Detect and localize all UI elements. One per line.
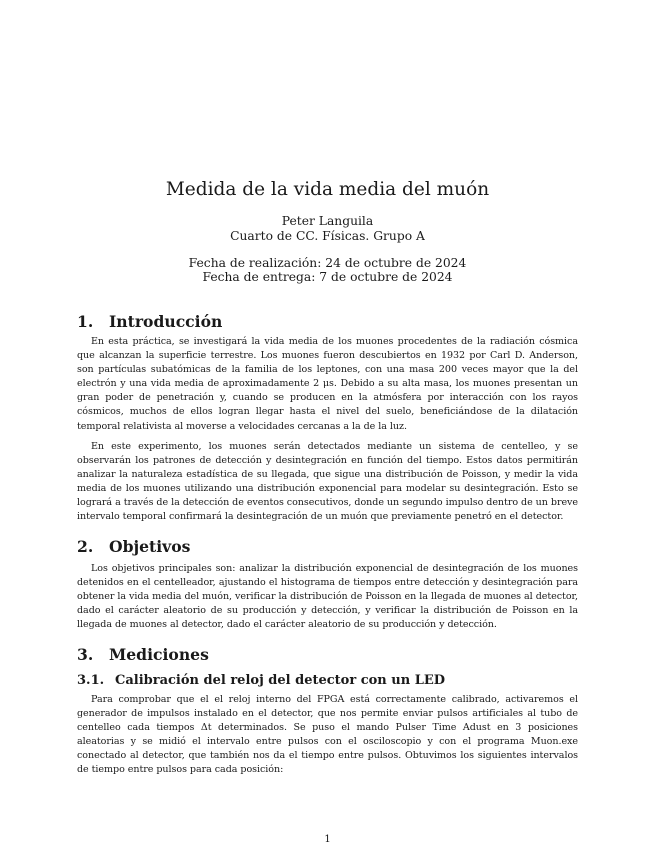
section-number: 1. bbox=[77, 312, 94, 331]
section-heading-objetivos bbox=[77, 537, 190, 556]
delivery-date: Fecha de entrega: 7 de octubre de 2024 bbox=[202, 270, 453, 284]
section-number: 2. bbox=[77, 537, 94, 556]
page-number: 1 bbox=[324, 834, 331, 845]
section-number: 3. bbox=[77, 645, 94, 664]
subsection-heading-calibracion bbox=[77, 672, 445, 689]
section-title: Mediciones bbox=[109, 645, 209, 664]
section-title: Introducción bbox=[109, 312, 223, 331]
realization-date: Fecha de realización: 24 de octubre de 2024 bbox=[188, 256, 467, 270]
subsection-number: 3.1. bbox=[77, 673, 105, 688]
calibration-paragraph: Para comprobar que el el reloj interno del FPGA está correctamente calibrado, activaremos el generador de impulsos instalado en el detector, que nos permite enviar pulsos artificiales al tubo de centelleo cada tiempos Δt determinados. Se puso el mando Pulser Time Adust en 3 posiciones aleatorias y se midió el intervalo entre pulsos con el osciloscopio y con el programa Muon.exe conectado al detector, que también nos da el tiempo entre pulsos. Obtuvimos los siguientes intervalos de tiempo entre pulsos para cada posición: bbox=[77, 694, 578, 776]
intro-paragraph-1: En esta práctica, se investigará la vida media de los muones procedentes de la radiación cósmica que alcanzan la superficie terrestre. Los muones fueron descubiertos en 1932 por Carl D. Anderson, son partículas subatómicas de la familia de los leptones, con una masa 200 veces mayor que la del electrón y una vida media de aproximadamente 2 μs. Debido a su alta masa, los muones presentan un gran poder de penetración y, cuando se producen en la atmósfera por interacción con los rayos cósmicos, muchos de ellos logran llegar hasta el nivel del suelo, beneficiándose de la dilatación temporal relativista al moverse a velocidades cercanas a la de la luz. bbox=[77, 336, 578, 432]
paper-title: Medida de la vida media del muón bbox=[165, 179, 490, 200]
objectives-paragraph: Los objetivos principales son: analizar la distribución exponencial de desintegración de los muones detenidos en el centelleador, ajustando el histograma de tiempos entre detección y desintegración para obtener la vida media del muón, verificar la distribución de Poisson en la llegada de muones al detector, dado el carácter aleatorio de su producción y detección, y verificar la distribución de Poisson en la llegada de muones al detector, dado el carácter aleatorio de su producción y detección. bbox=[77, 563, 578, 631]
section-heading-introduccion bbox=[77, 312, 222, 331]
subsection-title: Calibración del reloj del detector con un LED bbox=[115, 673, 446, 688]
section-heading-mediciones bbox=[77, 645, 209, 664]
author: Peter Languila bbox=[281, 214, 374, 228]
intro-paragraph-2: En este experimento, los muones serán detectados mediante un sistema de centelleo, y se observarán los patrones de detección y desintegración en función del tiempo. Estos datos permitirán analizar la naturaleza estadística de su llegada, que sigue una distribución de Poisson, y medir la vida media de los muones utilizando una distribución exponencial para modelar su desintegración. Esto se logrará a través de la detección de eventos consecutivos, donde un segundo impulso dentro de un breve intervalo temporal confirmará la desintegración de un muón que previamente penetró en el detector. bbox=[77, 441, 578, 523]
affiliation: Cuarto de CC. Físicas. Grupo A bbox=[230, 229, 425, 243]
section-title: Objetivos bbox=[109, 537, 191, 556]
